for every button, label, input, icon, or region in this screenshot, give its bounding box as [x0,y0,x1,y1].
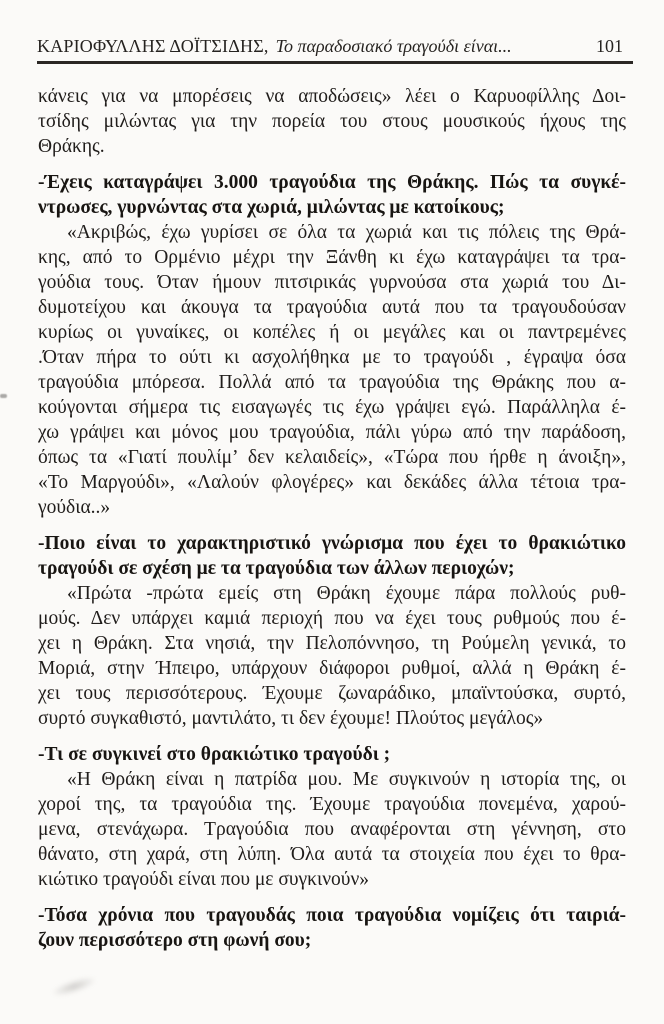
text-line: μενα, στενάχωρα. Τραγούδια που αναφέρονται στη γέννηση, στο [38,819,626,840]
page-number: 101 [596,36,623,56]
text-line: «Πρώτα -πρώτα εμείς στη Θράκη έχουμε πάρα πολλούς ρυθ- [67,583,626,604]
text-line: .Όταν πήρα το ούτι κι ασχολήθηκα με το τραγούδι , έγραψα όσα [38,347,626,368]
header-author-name: ΚΑΡΙΟΦΥΛΛΗΣ ΔΟΪΤΣΙΔΗΣ, [37,36,269,56]
text-line: χοροί της, τα τραγούδια της. Έχουμε τραγούδια πονεμένα, χαρού- [38,794,626,815]
header-book-title: Το παραδοσιακό τραγούδι είναι... [275,36,512,56]
text-line: γούδια τους. Όταν ήμουν πιτσιρικάς γυρνούσα στα χωριά του Δι- [38,272,626,293]
text-line: κιώτικο τραγούδι είναι που με συγκινούν» [38,869,370,890]
text-line: -Έχεις καταγράψει 3.000 τραγούδια της Θράκης. Πώς τα συγκέ- [38,172,626,193]
text-line: τραγούδια μπόρεσα. Πολλά από τα τραγούδια της Θράκης που α- [38,372,626,393]
interview-question [38,742,626,767]
text-line: -Τόσα χρόνια που τραγουδάς ποια τραγούδια νομίζεις ότι ταιριά- [38,905,626,926]
text-line: τσίδης μιλώντας για την πορεία του στους μουσικούς ήχους της [38,111,626,132]
text-line: δυμοτείχου και άκουγα τα τραγούδια αυτά που τα τραγουδούσαν [38,297,626,318]
text-line: «Το Μαργούδι», «Λαλούν φλογέρες» και δεκάδες άλλα τέτοια τρα- [38,472,626,493]
text-line: μούς. Δεν υπάρχει καμιά περιοχή που να έχει τους ρυθμούς που έ- [38,608,626,629]
text-line: κυρίως οι γυναίκες, οι κοπέλες ή οι μεγάλες και οι παντρεμένες [38,322,626,343]
text-line: Θράκης. [38,136,105,157]
text-line: χει η Θράκη. Στα νησιά, την Πελοπόννησο, τη Ρούμελη γενικά, το [38,633,626,654]
text-line: -Ποιο είναι το χαρακτηριστικό γνώρισμα που έχει το θρακιώτικο [38,533,626,554]
scan-edge-artifact [0,394,7,398]
text-line: ζουν περισσότερο στη φωνή σου; [38,930,312,951]
body-paragraph [38,84,626,159]
page-header [37,36,633,64]
text-line: συρτό συγκαθιστό, μαντιλάτο, τι δεν έχουμε! Πλούτος μεγάλος» [38,708,544,729]
text-line: χω γράψει και μόνος μου τραγούδια, πάλι γύρω από την παράδοση, [38,422,626,443]
body-paragraph [38,581,626,731]
scan-smudge-artifact [49,973,99,1000]
page-content [38,84,626,953]
text-line: «Η Θράκη είναι η πατρίδα μου. Με συγκινούν η ιστορία της, οι [67,769,626,790]
body-paragraph [38,767,626,892]
text-line: χει τους περισσότερους. Έχουμε ζωναράδικο, μπαϊντούσκα, συρτό, [38,683,626,704]
text-line: θάνατο, στη χαρά, στη λύπη. Όλα αυτά τα στοιχεία που έχει το θρα- [38,844,626,865]
text-line: γούδια..» [38,497,111,518]
text-line: τραγούδι σε σχέση με τα τραγούδια των άλλων περιοχών; [38,558,515,579]
text-line: όπως τα «Γιατί πουλίμ’ δεν κελαιδείς», «Τώρα που ήρθε η άνοιξη», [38,447,626,468]
header-running-title [37,36,512,57]
text-line: «Ακριβώς, έχω γυρίσει σε όλα τα χωριά και τις πόλεις της Θρά- [67,222,626,243]
text-line: κάνεις για να μπορέσεις να αποδώσεις» λέει ο Καρυοφίλλης Δοι- [38,86,626,107]
text-line: -Τι σε συγκινεί στο θρακιώτικο τραγούδι ; [38,744,391,765]
interview-question [38,531,626,581]
text-line: Μοριά, στην Ήπειρο, υπάρχουν διάφοροι ρυθμοί, αλλά η Θράκη έ- [38,658,626,679]
body-paragraph [38,220,626,520]
interview-question [38,170,626,220]
text-line: κης, από το Ορμένιο μέχρι την Ξάνθη κι έχω καταγράψει τα τρα- [38,247,626,268]
interview-question [38,903,626,953]
text-line: κούγονται σήμερα τις εισαγωγές τις έχω γράψει εγώ. Παράλληλα έ- [38,397,626,418]
text-line: ντρωσες, γυρνώντας στα χωριά, μιλώντας με κατοίκους; [38,197,505,218]
